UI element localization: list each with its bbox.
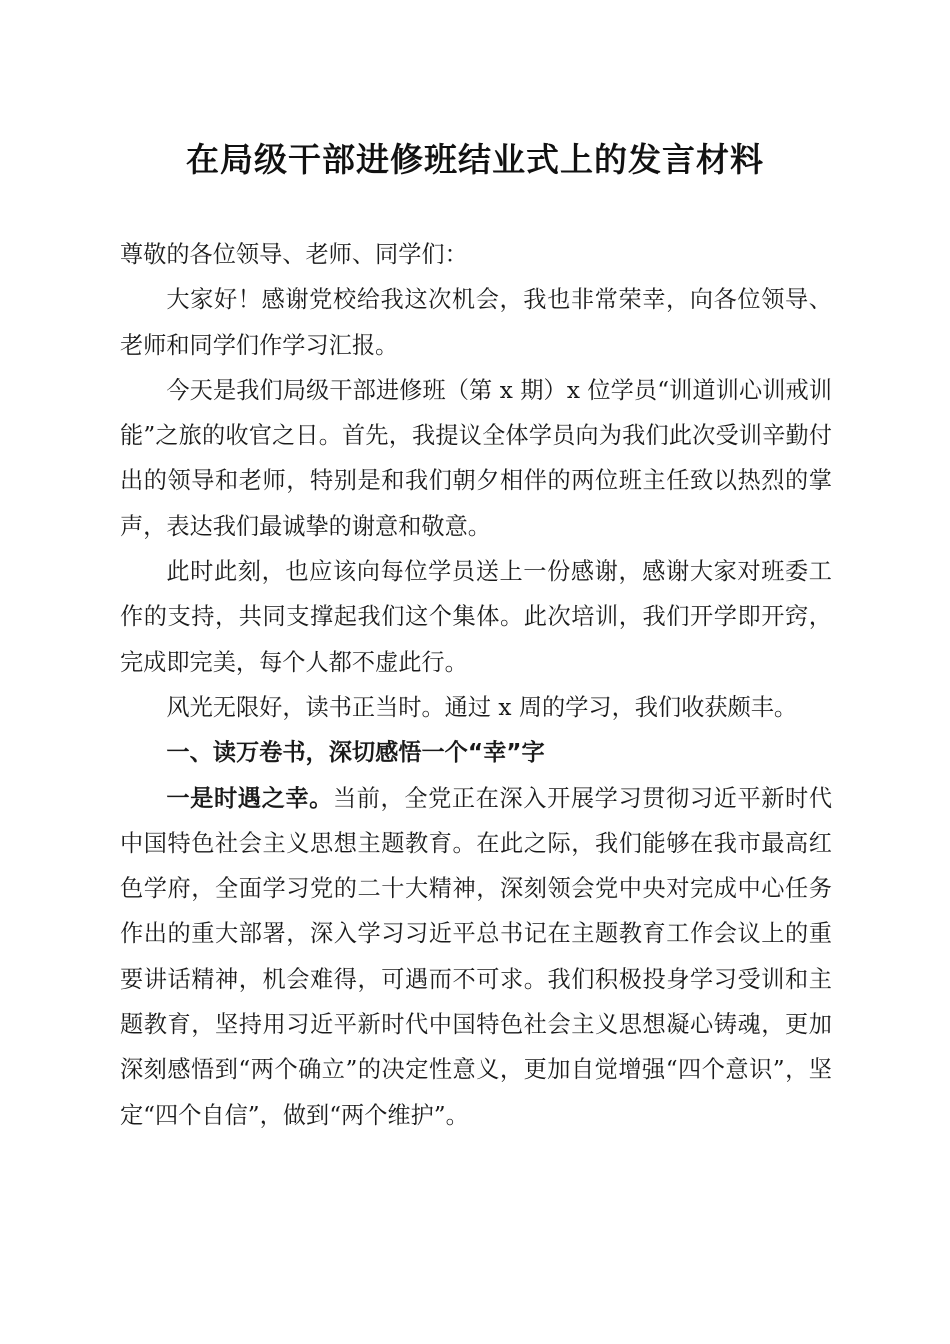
paragraph-thanks: 此时此刻，也应该向每位学员送上一份感谢，感谢大家对班委工作的支持，共同支撑起我们这个集体。此次培训，我们开学即开窍，完成即完美，每个人都不虚此行。 bbox=[120, 558, 832, 676]
document-body bbox=[120, 232, 832, 1138]
point-text: 当前，全党正在深入开展学习贯彻习近平新时代中国特色社会主义思想主题教育。在此之际，我们能够在我市最高红色学府，全面学习党的二十大精神，深刻领会党中央对完成中心任务作出的重大部署，深入学习习近平总书记在主题教育工作会议上的重要讲话精神，机会难得，可遇而不可求。我们积极投身学习受训和主题教育，坚持用习近平新时代中国特色社会主义思想凝心铸魂，更加深刻感悟到“两个确立”的决定性意义，更加自觉增强“四个意识”，坚定“四个自信”，做到“两个维护”。 bbox=[120, 784, 833, 1129]
paragraph-transition: 风光无限好，读书正当时。通过 x 周的学习，我们收获颇丰。 bbox=[166, 693, 798, 721]
section-heading: 一、读万卷书，深切感悟一个“幸”字 bbox=[166, 739, 545, 767]
point-paragraph bbox=[120, 776, 832, 1138]
salutation: 尊敬的各位领导、老师、同学们： bbox=[120, 241, 468, 268]
paragraph-opening: 今天是我们局级干部进修班（第 x 期）x 位学员“训道训心训戒训能”之旅的收官之日。首先，我提议全体学员向为我们此次受训辛勤付出的领导和老师，特别是和我们朝夕相伴的两位班主任致以热烈的掌声，表达我们最诚挚的谢意和敬意。 bbox=[120, 376, 832, 540]
point-lead: 一是时遇之幸。 bbox=[166, 784, 333, 812]
paragraph-greeting: 大家好！感谢党校给我这次机会，我也非常荣幸，向各位领导、老师和同学们作学习汇报。 bbox=[120, 286, 832, 359]
document-title: 在局级干部进修班结业式上的发言材料 bbox=[186, 140, 764, 179]
